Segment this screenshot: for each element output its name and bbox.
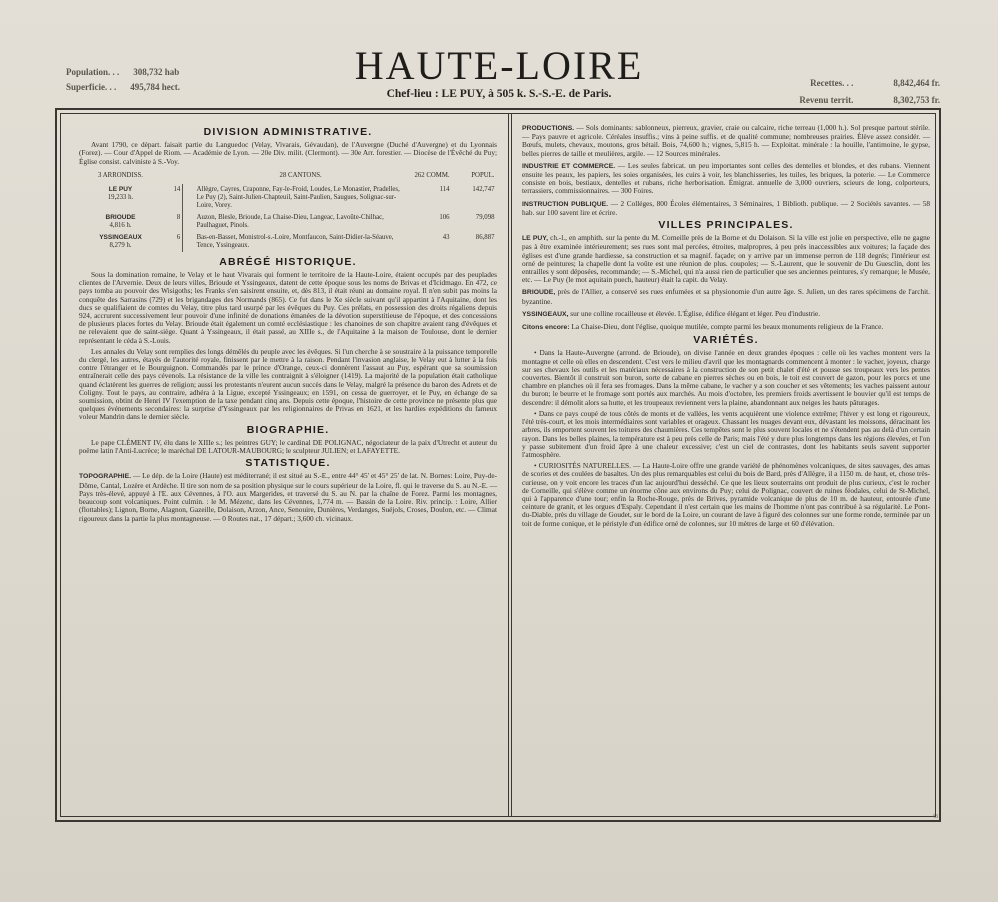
population-label: Population. . . bbox=[66, 67, 120, 77]
abrege-paragraph-1: Sous la domination romaine, le Velay et le haut Vivarais qui forment le territoire de la Haute-Loire, étaient occupés par des peuplades clientes de l'Arvernie. Deux de leurs villes, Brioude et Yssingeaux, datent de cette époque sous les noms de Brivas et d'Icidmago. En 472, ce pays tomba au pouvoir des Wisigoths; les Franks s'en saisirent ensuite, et, dès 813, il était réuni au domaine royal. Il n'en subit pas moins la conquête des Sarrasins (729) et les brigandages des Normands (865). Ce fut dans le Xe siècle suivant qu'il appartint à l'Aquitaine, dont les ducs se qualifiaient de comtes du Velay, titre plus tard usurpé par les évêques du Puy. Ces prélats, en possession des droits régaliens depuis 924, accrurent successivement leur pouvoir d'une infinité de donations émanées de la dévotion superstitieuse de l'époque, et des concessions de plusieurs places fortes du Velay. Brioude était également un comté ecclésiastique : les chanoines de son chapitre avaient rang d'évêques et ne relevaient que de saint-siège. Quant à Yssingeaux, il était passé, au XIIIe s., de l'Aquitaine à la maison de Toulouse, dont le dernier représentant le céda à S.-Louis. bbox=[79, 270, 497, 345]
arrondissement-name: LE PUY bbox=[108, 185, 133, 193]
commune-count: 43 bbox=[442, 233, 450, 241]
canton-list: Bas-en-Basset, Monistrol-s.-Loire, Montfaucon, Saint-Didier-la-Séauve, Tence, Yssingeaux. bbox=[196, 233, 394, 249]
ville-entry bbox=[522, 310, 930, 319]
population-value: 308,732 hab bbox=[133, 67, 180, 77]
instruction-text: — 2 Colléges, 800 Écoles élémentaires, 3 Séminaires, 1 Biblioth. publique. — 2 Sociétés savantes. — 58 hab. sur 100 savent lire et écrire. bbox=[522, 198, 930, 217]
arrondissement-area: 8,279 h. bbox=[109, 241, 132, 249]
brace bbox=[183, 232, 195, 252]
instruction-label: INSTRUCTION PUBLIQUE. bbox=[522, 200, 609, 208]
productions-entry bbox=[522, 124, 930, 158]
brace bbox=[183, 184, 195, 212]
superficie-value: 495,784 hect. bbox=[130, 82, 180, 92]
ville-name: Citons encore: bbox=[522, 324, 570, 332]
page-title: HAUTE-LOIRE bbox=[354, 43, 644, 88]
cantons-table-header bbox=[79, 172, 497, 184]
right-column bbox=[522, 124, 930, 531]
ville-name: BRIOUDE, bbox=[522, 289, 556, 297]
header-population: POPUL. bbox=[471, 171, 495, 179]
productions-label: PRODUCTIONS. bbox=[522, 125, 575, 132]
recettes-value: 8,842,464 fr. bbox=[893, 78, 940, 88]
population-value: 79,098 bbox=[475, 213, 495, 221]
canton-count: 6 bbox=[176, 233, 181, 241]
ville-text: près de l'Allier, a conservé ses rues enfumées et sa physionomie d'un autre âge. S. Julien, un des rares spécimens de l'archit. byzantine. bbox=[522, 287, 931, 306]
canton-count: 8 bbox=[176, 213, 181, 221]
commune-count: 114 bbox=[439, 185, 450, 193]
abrege-paragraph-2: Les annales du Velay sont remplies des longs démêlés du peuple avec les évêques. Si l'un cherche à se soustraire à la puissance temporelle du clergé, les autres, étayés de l'autorité royale, finissent par le mettre à la raison. Pendant l'invasion anglaise, le Velay eut à lutter à la fois contre l'étranger et le Bourguignon. Commandés par le prince d'Orange, ceux-ci donnèrent l'assaut au Puy, espérant que sa soumission entraînerait celle des pays cévenols. La résistance de la ville les contraignit à s'éloigner (1419). La majorité de la population était catholique quand éclatèrent les guerres de religion; aussi les protestants n'eurent aucun succès dans le Velay, malgré la présence du baron des Adrets et de Coligny. Tout le pays, au contraire, adhéra à la Ligue, excepté Yssingeaux; en 1591, on cessa de guerroyer, et le Puy, en échange de sa soumission, obtint de Henri IV l'exemption de la taxe pendant cinq ans. Depuis cette époque, l'histoire de cette province ne présente plus que quelques événements secondaires: la surprise d'Yssingeaux par les religionnaires de Privas en 1621, et les hardies expéditions du fameux voleur Mandrin dans le dernier siècle. bbox=[79, 346, 497, 422]
revenu-value: 8,302,753 fr. bbox=[893, 95, 940, 105]
canton-count: 14 bbox=[173, 185, 181, 193]
population-value: 142,747 bbox=[472, 185, 495, 193]
biographie-title: BIOGRAPHIE. bbox=[246, 423, 330, 436]
canton-list: Allègre, Cayres, Craponne, Fay-le-Froid, Loudes, Le Monastier, Pradelles, Le Puy (2), Saint-Julien-Chapteuil, Saint-Paulien, Saugues, Solignac-sur-Loire, Vorey. bbox=[196, 185, 400, 209]
topographie-label: TOPOGRAPHIE. bbox=[79, 473, 131, 481]
statistique-title: STATISTIQUE. bbox=[245, 457, 331, 470]
varietes-paragraph-2: • Dans ce pays coupé de tous côtés de monts et de vallées, les vents acquièrent une violence extrême; l'hiver y est long et rigoureux, l'été très-court, et les mois intermédiaires sont variables et orageux. Chassant les nuages devant eux, dévastant les moissons, déracinant les arbres, ils emportent souvent les toitures des chaumières. Ces tempêtes sont le plus souvent locales et ne s'étendent pas au delà d'un certain rayon. Dans les belles plaines, la température est à peu près celle de Paris; mais l'été y dure plus longtemps dans les régions élevées, et l'on y passe subitement d'un froid âpre à une chaleur excessive; c'est un ciel de contrastes, dont les habitants seuls savent supporter l'atmosphère. bbox=[522, 408, 930, 459]
population-value: 86,887 bbox=[475, 233, 495, 241]
header-cantons: 28 CANTONS. bbox=[279, 171, 322, 179]
biographie-text: Le pape CLÉMENT IV, élu dans le XIIIe s.; les peintres GUY; le cardinal DE POLIGNAC, négociateur de la paix d'Utrecht et auteur du poëme latin l'Anti-Lucrèce; le maréchal DE LATOUR-MAUBOURG; le sculpteur JULIEN; et LAFAYETTE. bbox=[79, 437, 497, 456]
arrondissement-area: 4,816 h. bbox=[109, 221, 132, 229]
ville-name: YSSINGEAUX, bbox=[522, 310, 569, 318]
content-frame bbox=[55, 108, 941, 822]
division-text: Avant 1790, ce départ. faisait partie du Languedoc (Velay, Vivarais, Gévaudan), de l'Auvergne (Duché d'Auvergne) et du Lyonnais (Forez). — Cour d'Appel de Riom. — Académie de Lyon. — 20e Div. milit. (Clermont). — 30e Arr. forestier. — Diocèse de l'Évêché du Puy; Église consist. calviniste à S.-Voy. bbox=[79, 140, 497, 166]
topographie-entry bbox=[79, 472, 497, 522]
ville-text: La Chaise-Dieu, dont l'église, quoique mutilée, compte parmi les beaux monuments religieux de la France. bbox=[571, 322, 884, 332]
abrege-title: ABRÉGÉ HISTORIQUE. bbox=[219, 255, 357, 268]
canton-list: Auzon, Blesle, Brioude, La Chaise-Dieu, Langeac, Lavoûte-Chilhac, Paulhaguet, Pinols. bbox=[196, 213, 384, 229]
table-row bbox=[79, 232, 497, 252]
ville-name: LE PUY, bbox=[522, 235, 548, 243]
brace bbox=[183, 212, 195, 232]
instruction-entry bbox=[522, 200, 930, 217]
varietes-paragraph-3: • CURIOSITÉS NATURELLES. — La Haute-Loire offre une grande variété de phénomènes volcaniques, de sites sauvages, des amas de scories et des coulées de basaltes. Un des plus remarquables est celui du bois de Bard, près d'Allègre, il a 1150 m. de haut, et, chose très-curieuse, on y voit encore les traces d'un lac aujourd'hui desséché. Ce que les lieux souterrains ont produit de plus curieux, c'est le rocher de Corneille, qui s'élève comme un énorme cône aux environs du Puy; celui de Polignac, couvert de ruines féodales, celui de St-Michel, qui à l'apparence d'une tour; enfin la Roche-Rouge, près de Brives, pyramide volcanique de plus de 10 m. de hauteur, entourée d'une ceinture de granit, et les orgues d'Espaly. Cependant il n'est certain que les mains de l'homme n'ont pas contribué à sa régularité. Le Pont-du-Diable, près du village de Goudet, sur le bord de la Loire, un courant de lave à figuré des colonnes sur une forme ronde, terminée par un toit de forme conique, et le péristyle d'un édifice orné de colonnes, sur 10 mètres de large et 60 d'élévation. bbox=[522, 461, 930, 528]
ville-entry bbox=[522, 234, 930, 284]
chef-lieu-line: Chef-lieu : LE PUY, à 505 k. S.-S.-E. de Paris. bbox=[386, 88, 612, 100]
left-column bbox=[79, 124, 497, 527]
cantons-table bbox=[79, 172, 497, 252]
arrondissement-area: 19,233 h. bbox=[107, 193, 134, 201]
arrondissement-name: YSSINGEAUX bbox=[99, 233, 142, 241]
ville-entry bbox=[522, 323, 930, 332]
column-divider bbox=[508, 114, 512, 816]
header-communes: 262 COMM. bbox=[414, 171, 450, 179]
varietes-paragraph-1: • Dans la Haute-Auvergne (arrond. de Brioude), on divise l'année en deux grandes époques : celle où les vaches montent vers la montagne et celle où elles en descendent. C'est vers le milieu d'avril que les montagnards commencent à monter : le vacher, joyeux, charge sur ses chevaux les outils et les matériaux nécessaires à la construction de son petit chalet d'été et pousse ses troupeaux vers les pentes couvertes. Bientôt il construit son buron, sorte de cabane en pierres sèches ou en bois, le toit est couvert de gazon, pour les porcs et une chambre en planches où il fera ses fromages. Dans la même cabane, le vacher y a son coucher et ses vêtements; les vaches paissent autour du buron; le beurre et le fromage sont portés aux marchés. Au mois d'octobre, les premiers froids avertissent le bouvier qu'il est temps de descendre: il démolit alors sa hutte, et les troupeaux reviennent vers la plaine, abandonnant aux neiges les hauts pâturages. bbox=[522, 348, 930, 407]
industrie-entry bbox=[522, 162, 930, 196]
productions-text: — Sols dominants: sablonneux, pierreux, gravier, craie ou calcaire, riche terreau (1,000 h.). Sol presque partout stérile. — Pays pauvre et agricole. Céréales insuffis.; vins à peine suffis. et de qualité commune; nombreuses prairies. Élève assez considér. — Bœufs, mulets, chevaux, moutons, gros bétail. Bois, 74,600 h.; vignes, 5,815 h. — Exploitat. minérale : la houille, l'antimoine, le gypse, belles pierres de taille et meulières, argile. — 12 Sources minérales. bbox=[522, 123, 930, 158]
division-title: DIVISION ADMINISTRATIVE. bbox=[203, 126, 373, 138]
superficie-label: Superficie. . . bbox=[66, 82, 117, 92]
header-arrondissements: 3 ARRONDISS. bbox=[98, 171, 143, 179]
page-number: 43 bbox=[932, 814, 938, 820]
table-row bbox=[79, 212, 497, 232]
arrondissement-name: BRIOUDE bbox=[105, 213, 136, 221]
commune-count: 106 bbox=[439, 213, 450, 221]
ville-text: ch.-l., en amphith. sur la pente du M. Corneille près de la Borne et du Dolaison. Si la ville est jolie en perspective, elle ne gagne pas à être examinée intérieurement; ses rues sont mal percées, étroites, malpropres, à peu près inaccessibles aux voitures; la façade des églises est d'une grande hardiesse, sa construction et sa magnif. façade; on y arrive par un immense perron de 118 degrés; l'intérieur est orné de peintures; la chapelle dont la voûte est une réunion de plus. coupoles; — S.-Laurent, que le souvenir de Du Guesclin, dont les entrailles y sont déposées, recommande; — S.-Michel, qui n'a aussi rien de particulier que ses anciennes peintures, s'y remarque; le Musée, etc. — Le Puy (le mot aquitain puech, hauteur) était la capit. du Velay. bbox=[522, 233, 930, 285]
industrie-text: — Les seules fabricat. un peu importantes sont celles des dentelles et blondes, et des rubans. Viennent ensuite les peaux, les papiers, les soies organisées, les cuirs à voir, les blanchisseries, les tuiles, les briques, la poterie. — Le Commerce consiste en bois, bestiaux, dentelles et rubans, riche herborisation. Émigrat. annuelle de 3,000 ouvriers, scieurs de long, colporteurs, terrassiers, commissionnaires. — 300 Foires. bbox=[522, 160, 930, 196]
varietes-title: VARIÉTÉS. bbox=[693, 334, 759, 347]
table-row bbox=[79, 184, 497, 212]
industrie-label: INDUSTRIE ET COMMERCE. bbox=[522, 162, 616, 170]
revenu-label: Revenu territ. bbox=[799, 95, 854, 105]
ville-text: sur une colline rocailleuse et élevée. L'Église, édifice élégant et léger. Peu d'industrie. bbox=[570, 308, 821, 318]
ville-entry bbox=[522, 288, 930, 305]
recettes-label: Recettes. . . bbox=[810, 78, 854, 88]
topographie-text: — Le dép. de la Loire (Haute) est méditerrané; il est situé au S.-E., entre 44° 45' et 45° 25' de lat. N. Bornes: Loire, Puy-de-Dôme, Cantal, Lozère et Ardèche. Il tire son nom de sa position physique sur le cours supérieur de la Loire, fl. qui le traverse du S. au N.-E. — Pays très-élevé, appuyé à l'E. aux Cévennes, à l'O. aux Margerides, et traversé du S. au N. par la chaîne de Forez. Parmi les montagnes, beaucoup sont volcaniques. Point culmin. : le M. Mézenc, dans les Cévennes, 1,774 m. — Bassin de la Loire. Riv. princip. : Loire, Allier (flottables); Lignon, Borne, Alagnon, Gazeille, Dolaison, Arzon, Ance, Senouire, Dunières, Verdanges, Suéjols, Croses, Doulon, etc. — Climat rigoureux dans la partie la plus montagneuse. — 0 Routes nat., 17 départ.; 3,600 ch. vicinaux. bbox=[79, 471, 497, 523]
villes-title: VILLES PRINCIPALES. bbox=[658, 219, 794, 232]
